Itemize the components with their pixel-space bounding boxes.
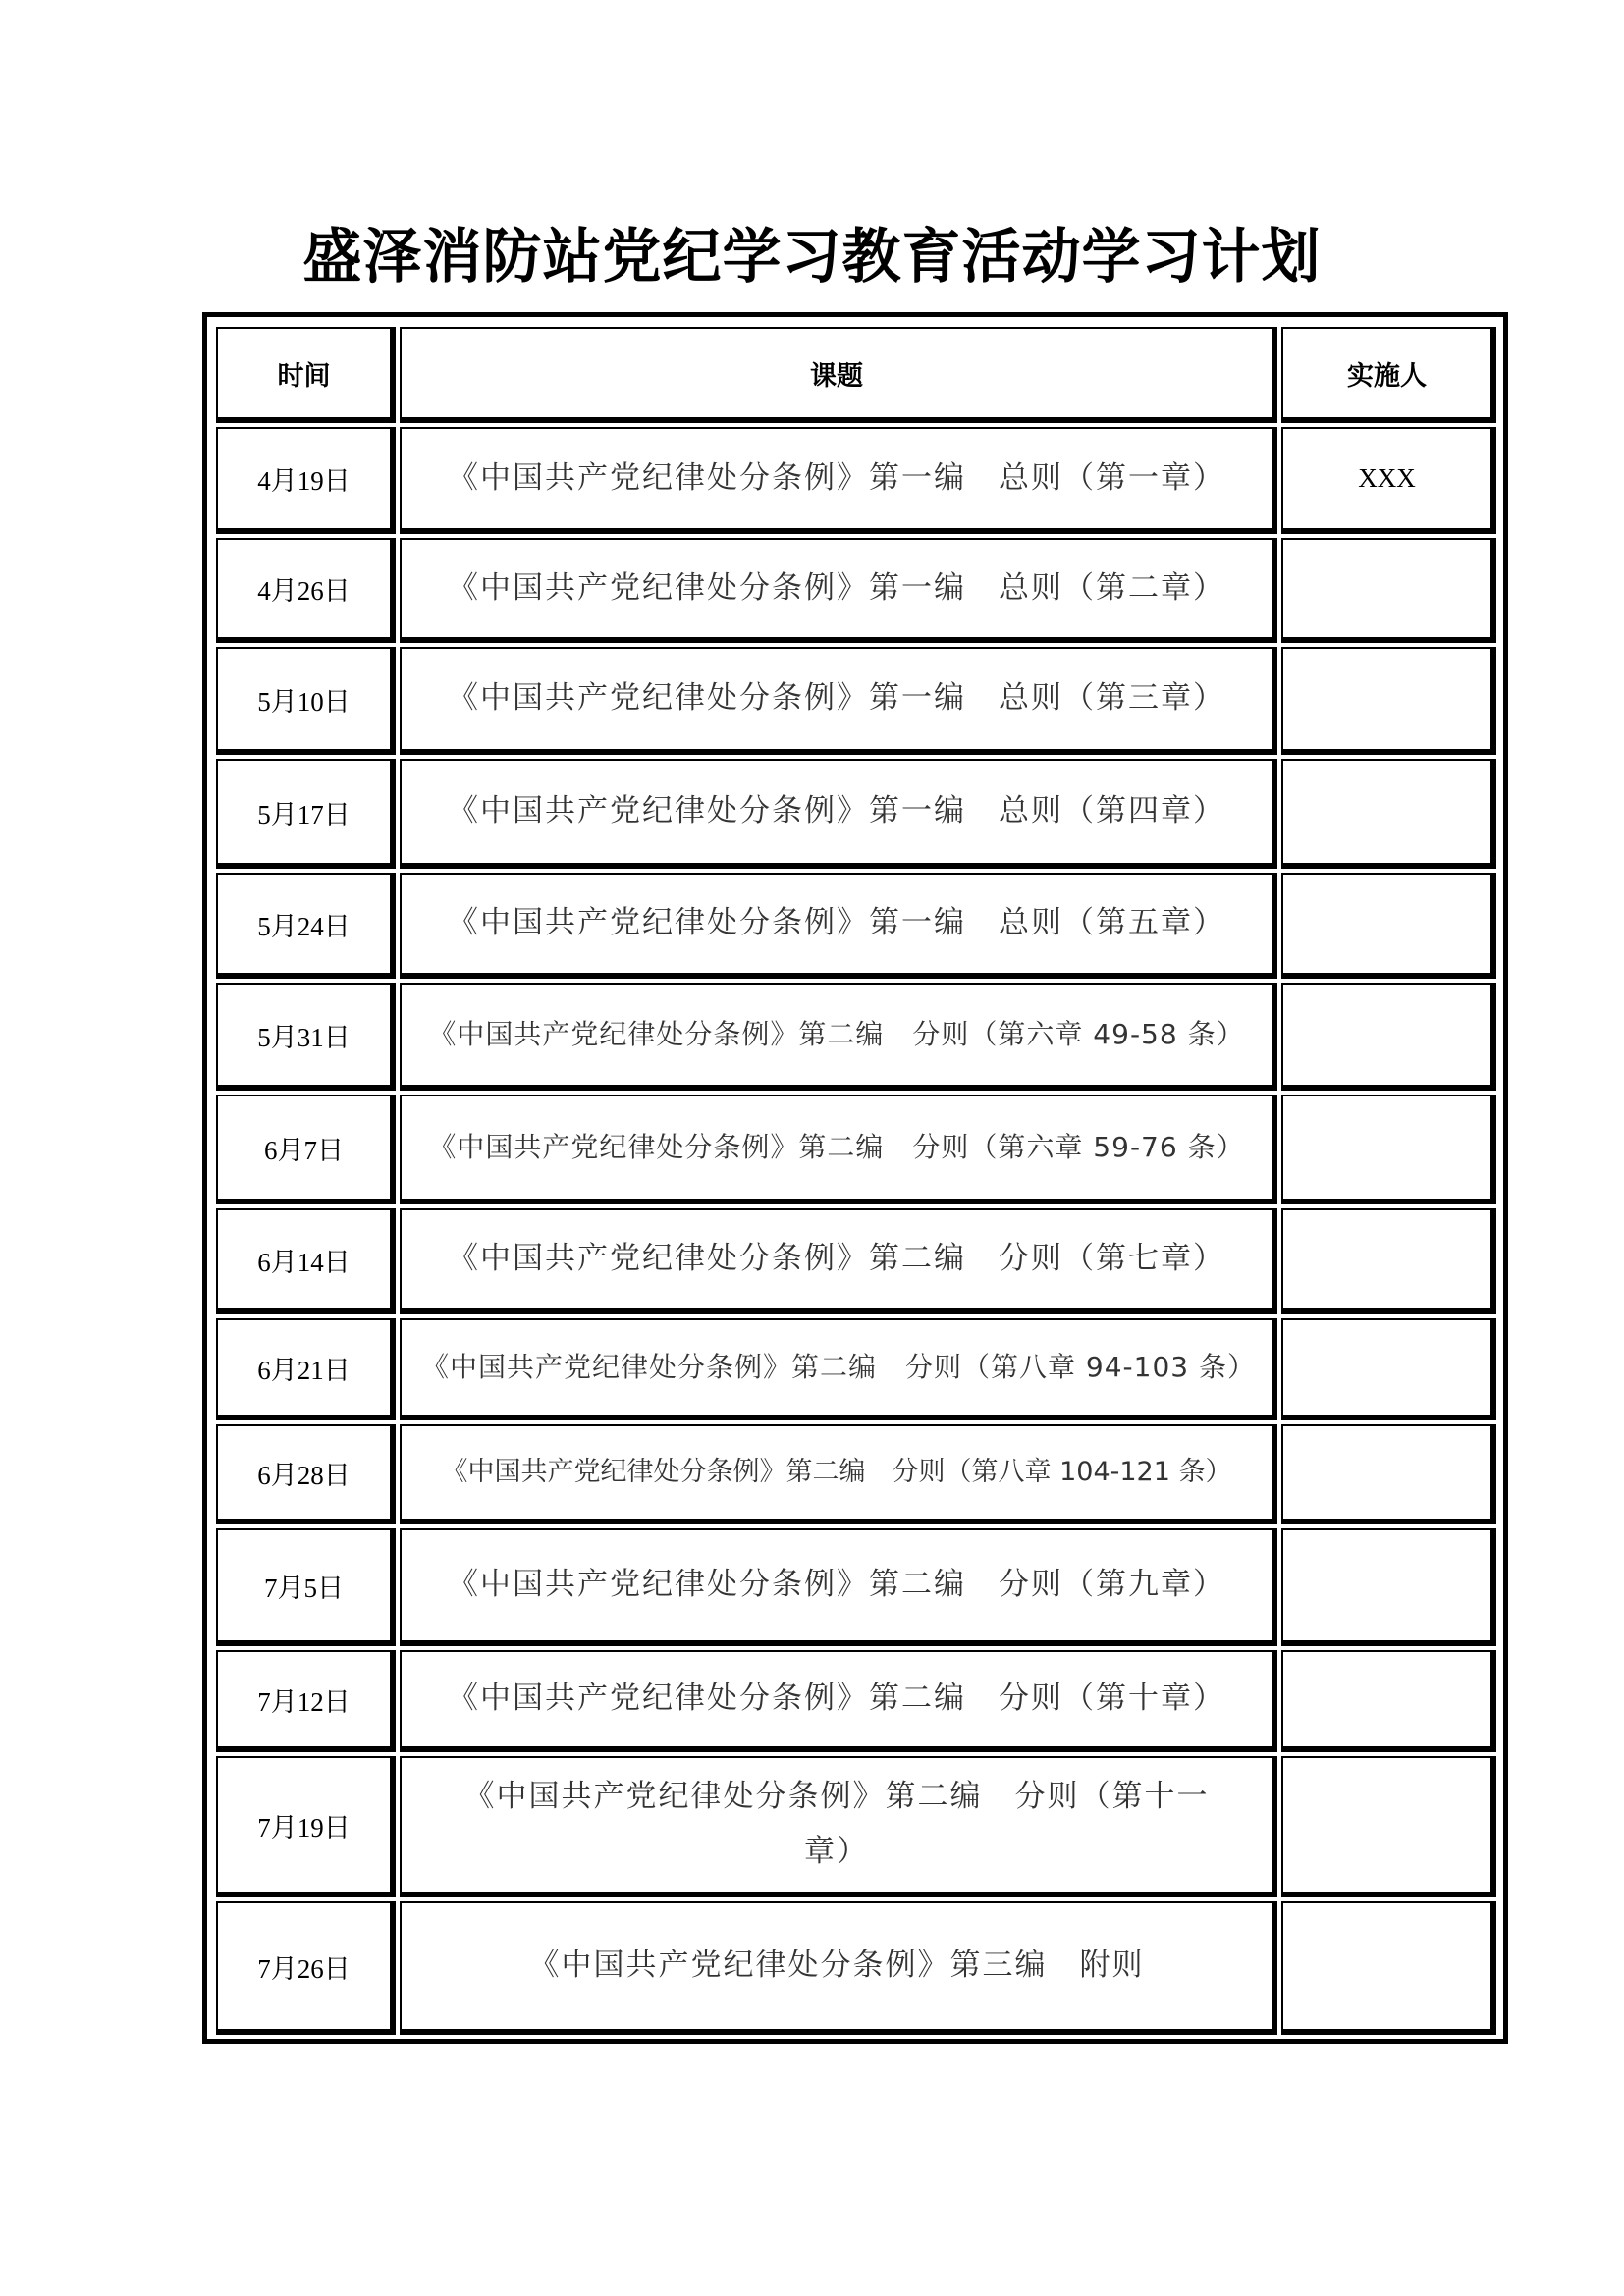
- row-topic: 《中国共产党纪律处分条例》第二编 分则（第九章）: [400, 1528, 1277, 1646]
- row-date: 5月24日: [216, 873, 396, 979]
- row-date: 4月26日: [216, 538, 396, 643]
- header-person: 实施人: [1281, 327, 1496, 423]
- row-person: [1281, 1424, 1496, 1524]
- row-date: 7月12日: [216, 1650, 396, 1752]
- row-date: 7月19日: [216, 1756, 396, 1897]
- row-person: [1281, 1650, 1496, 1752]
- header-time: 时间: [216, 327, 396, 423]
- row-person: XXX: [1281, 427, 1496, 534]
- row-person: [1281, 1528, 1496, 1646]
- row-topic: 《中国共产党纪律处分条例》第二编 分则（第八章 104-121 条）: [400, 1424, 1277, 1524]
- row-person: [1281, 759, 1496, 869]
- row-person: [1281, 983, 1496, 1091]
- row-date: 6月14日: [216, 1208, 396, 1314]
- row-date: 5月31日: [216, 983, 396, 1091]
- row-person: [1281, 1095, 1496, 1204]
- row-topic: 《中国共产党纪律处分条例》第二编 分则（第八章 94-103 条）: [400, 1318, 1277, 1420]
- row-person: [1281, 1901, 1496, 2035]
- row-date: 4月19日: [216, 427, 396, 534]
- row-topic: 《中国共产党纪律处分条例》第二编 分则（第六章 49-58 条）: [400, 983, 1277, 1091]
- row-person: [1281, 538, 1496, 643]
- row-topic: 《中国共产党纪律处分条例》第一编 总则（第二章）: [400, 538, 1277, 643]
- row-topic: 《中国共产党纪律处分条例》第二编 分则（第六章 59-76 条）: [400, 1095, 1277, 1204]
- row-date: 7月26日: [216, 1901, 396, 2035]
- row-date: 5月10日: [216, 647, 396, 755]
- study-plan-table: [202, 312, 1508, 2044]
- header-topic: 课题: [400, 327, 1277, 423]
- row-topic: 《中国共产党纪律处分条例》第二编 分则（第七章）: [400, 1208, 1277, 1314]
- page-title: 盛泽消防站党纪学习教育活动学习计划: [302, 223, 1322, 292]
- row-person: [1281, 1208, 1496, 1314]
- row-date: 7月5日: [216, 1528, 396, 1646]
- row-date: 6月21日: [216, 1318, 396, 1420]
- row-topic: 《中国共产党纪律处分条例》第一编 总则（第三章）: [400, 647, 1277, 755]
- row-person: [1281, 1318, 1496, 1420]
- row-topic: 《中国共产党纪律处分条例》第一编 总则（第四章）: [400, 759, 1277, 869]
- row-topic: 《中国共产党纪律处分条例》第三编 附则: [400, 1901, 1277, 2035]
- row-person: [1281, 873, 1496, 979]
- row-date: 6月7日: [216, 1095, 396, 1204]
- row-person: [1281, 647, 1496, 755]
- row-topic: 《中国共产党纪律处分条例》第二编 分则（第十一章）: [400, 1756, 1277, 1897]
- row-person: [1281, 1756, 1496, 1897]
- row-topic: 《中国共产党纪律处分条例》第二编 分则（第十章）: [400, 1650, 1277, 1752]
- row-topic: 《中国共产党纪律处分条例》第一编 总则（第一章）: [400, 427, 1277, 534]
- row-date: 6月28日: [216, 1424, 396, 1524]
- row-date: 5月17日: [216, 759, 396, 869]
- row-topic: 《中国共产党纪律处分条例》第一编 总则（第五章）: [400, 873, 1277, 979]
